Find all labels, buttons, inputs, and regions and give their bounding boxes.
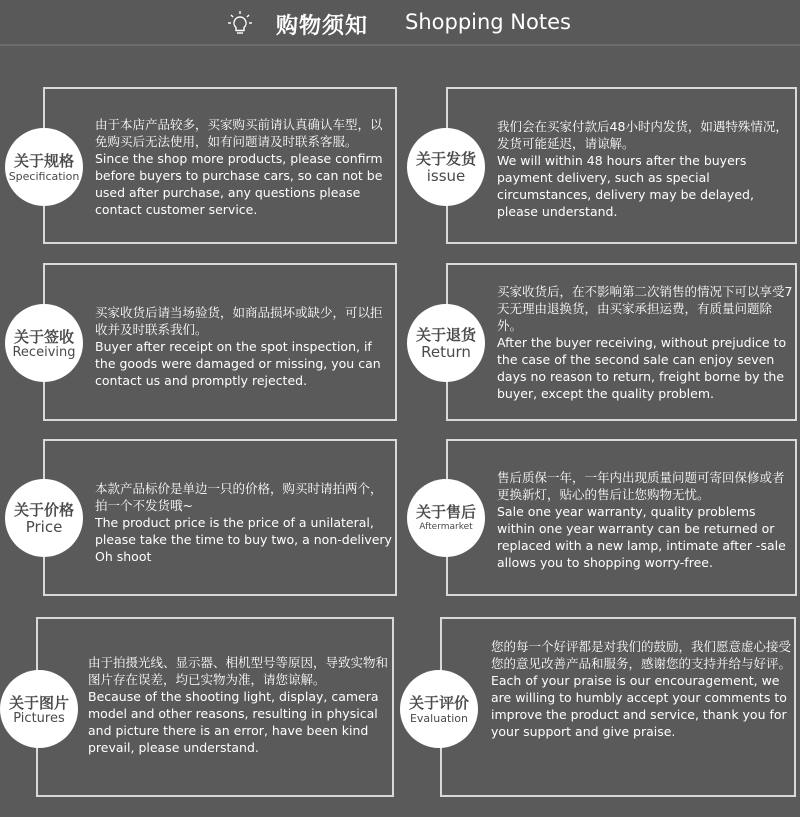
badge-label-cn: 关于售后 xyxy=(415,503,476,521)
note-text-en: The product price is the price of a unilateral, please take the time to buy two, a non-delivery Oh shoot xyxy=(95,515,392,564)
badge-return xyxy=(407,304,485,382)
badge-issue xyxy=(407,128,485,206)
badge-label-en: issue xyxy=(426,166,466,185)
note-text-cn: 由于拍摄光线、显示器、相机型号等原因，导致实物和图片存在误差，均已实物为准，请您谅解。 xyxy=(88,655,389,687)
note-text-en: Since the shop more products, please confirm before buyers to purchase cars, so can not be used after purchase, any questions please contact customer service. xyxy=(95,151,383,217)
note-text-cn: 由于本店产品较多，买家购买前请认真确认车型，以免购买后无法使用，如有问题请及时联系客服。 xyxy=(95,117,383,149)
note-text-en: We will within 48 hours after the buyers payment delivery, such as special circumstances, delivery may be delayed, please understand. xyxy=(497,153,754,219)
note-text-cn: 您的每一个好评都是对我们的鼓励，我们愿意虚心接受您的意见改善产品和服务，感谢您的支持并给与好评。 xyxy=(491,639,792,671)
badge-label-en: Return xyxy=(421,342,471,361)
badge-pictures xyxy=(0,670,78,748)
note-text-en: Because of the shooting light, display, camera model and other reasons, resulting in physical and picture there is an error, have been kind prevail, please understand. xyxy=(88,689,379,755)
note-text-issue xyxy=(497,118,795,220)
badge-label-cn: 关于退货 xyxy=(415,325,476,344)
note-text-cn: 买家收货后，在不影响第二次销售的情况下可以享受7天无理由退换货，由买家承担运费，有质量问题除外。 xyxy=(497,284,793,333)
note-text-en: Each of your praise is our encouragement, we are willing to humbly accept your comments to improve the product and service, thank you for your support and give praise. xyxy=(491,673,787,739)
badge-price xyxy=(5,479,83,557)
note-text-en: After the buyer receiving, without prejudice to the case of the second sale can enjoy seven days no reason to return, freight borne by the buyer, except the quality problem. xyxy=(497,335,787,401)
note-text-en: Buyer after receipt on the spot inspection, if the goods were damaged or missing, you can contact us and promptly rejected. xyxy=(95,339,381,388)
note-text-return xyxy=(497,283,795,402)
note-text-en: Sale one year warranty, quality problems within one year warranty can be returned or replaced with a new lamp, intimate after -sale allows you to shopping worry-free. xyxy=(497,504,786,570)
badge-label-cn: 关于图片 xyxy=(8,693,69,712)
note-text-receiving xyxy=(95,304,393,389)
badge-label-cn: 关于评价 xyxy=(408,693,469,712)
page-title-en: Shopping Notes xyxy=(405,10,571,34)
badge-receiving xyxy=(5,304,83,382)
badge-label-en: Evaluation xyxy=(409,711,469,725)
badge-label-en: Pictures xyxy=(13,710,65,726)
header-bar xyxy=(0,0,800,46)
badge-label-cn: 关于发货 xyxy=(415,149,476,168)
note-text-cn: 售后质保一年，一年内出现质量问题可寄回保修或者更换新灯，贴心的售后让您购物无忧。 xyxy=(497,470,785,502)
note-text-cn: 我们会在买家付款后48小时内发货，如遇特殊情况，发货可能延迟，请谅解。 xyxy=(497,119,788,151)
badge-label-cn: 关于价格 xyxy=(13,500,74,519)
note-text-cn: 买家收货后请当场验货，如商品损坏或缺少，可以拒收并及时联系我们。 xyxy=(95,305,383,337)
badge-label-cn: 关于签收 xyxy=(13,327,74,346)
badge-label-en: Receiving xyxy=(12,344,76,360)
note-text-price xyxy=(95,480,393,565)
note-text-evaluation xyxy=(491,638,791,740)
note-text-specification xyxy=(95,116,393,218)
note-text-cn: 本款产品标价是单边一只的价格，购买时请拍两个，拍一个不发货哦~ xyxy=(95,481,383,513)
badge-aftermarket xyxy=(407,479,485,557)
badge-label-en: Price xyxy=(25,517,63,536)
badge-label-cn: 关于规格 xyxy=(13,151,74,170)
note-text-aftermarket xyxy=(497,469,795,571)
note-text-pictures xyxy=(88,654,388,756)
badge-label-en: Aftermarket xyxy=(419,522,473,532)
page-title-cn: 购物须知 xyxy=(276,14,369,39)
lightbulb-icon xyxy=(228,10,252,36)
badge-specification xyxy=(5,128,83,206)
badge-label-en: Specification xyxy=(8,169,80,183)
badge-evaluation xyxy=(400,670,478,748)
